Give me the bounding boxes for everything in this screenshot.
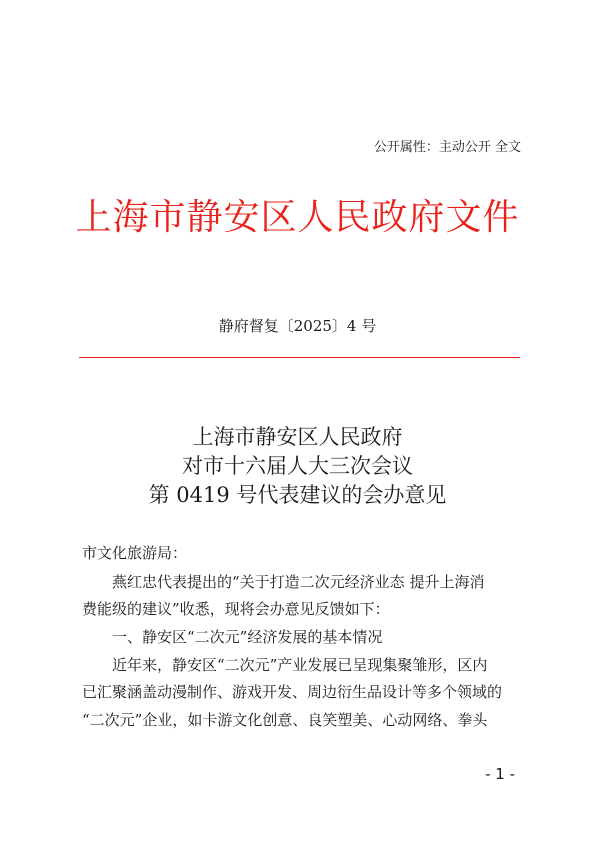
body-paragraph-line: 费能级的建议”收悉，现将会办意见反馈如下： [82,600,390,618]
red-divider-line [79,357,520,358]
disclosure-attribute: 公开属性：主动公开 全文 [373,140,521,155]
heading-line-2: 对市十六届人大三次会议 [182,454,413,478]
body-paragraph-line: “二次元”企业，如卡游文化创意、良笑塑美、心动网络、拳头 [82,711,488,729]
body-paragraph-line: 已汇聚涵盖动漫制作、游戏开发、周边衍生品设计等多个领域的 [82,683,503,701]
section-heading: 一、静安区“二次元”经济发展的基本情况 [112,628,383,646]
addressee: 市文化旅游局： [82,544,188,562]
document-masthead-title: 上海市静安区人民政府文件 [75,197,520,238]
body-paragraph-line: 近年来，静安区“二次元”产业发展已呈现集聚雏形，区内 [112,656,488,674]
heading-line-1: 上海市静安区人民政府 [192,425,403,449]
body-paragraph-line: 燕红忠代表提出的“关于打造二次元经济业态 提升上海消 [112,573,485,591]
document-number: 静府督复〔2025〕4 号 [218,317,377,335]
heading-line-3: 第 0419 号代表建议的会办意见 [148,483,447,507]
page-number: - 1 - [485,765,515,783]
